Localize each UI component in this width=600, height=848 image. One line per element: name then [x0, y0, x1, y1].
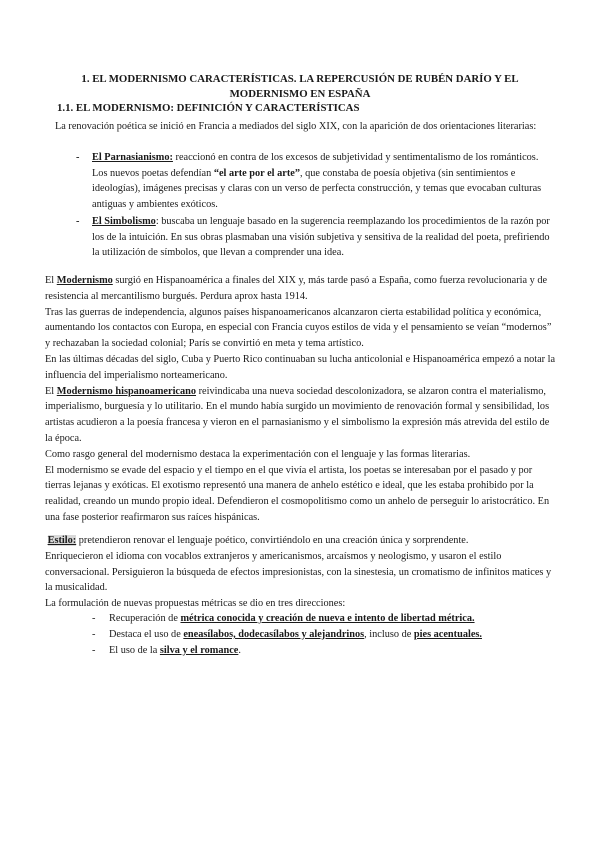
- list-item-silva: [92, 643, 552, 659]
- intro-paragraph: La renovación poética se inició en Francia a mediados del siglo XIX, con la aparición de dos orientaciones literarias:: [55, 121, 537, 132]
- section-title: [60, 72, 540, 102]
- section-title-line-2: MODERNISMO EN ESPAÑA: [229, 88, 371, 100]
- paragraph-independence: Tras las guerras de independencia, algunos países hispanoamericanos alcanzaron cierta estabilidad política y económica, aumentando los contactos con Europa, en especial con Francia cuyos estilos de vida y el pensamiento se veían “modernos” y rechazaban la sociedad colonial; París se convirtió en meta y tema artístico.: [45, 306, 552, 350]
- subsection-title: 1.1. EL MODERNISMO: DEFINICIÓN Y CARACTERÍSTICAS: [57, 102, 360, 114]
- simbolismo-text-a: : buscaba un lenguaje basado en la sugerencia reemplazando los procedimientos de la razón por los de la intuición. En sus obras plasmaban una visión subjetiva y sensitiva de la realidad del poeta, prefiriendo la utilización de símbolos, que llevan a comprender una idea.: [92, 216, 550, 258]
- dash-bullet: -: [76, 152, 80, 163]
- dash-bullet: -: [76, 216, 80, 227]
- p4-b: reivindicaba una nueva sociedad descolonizadora, se alzaron contra el materialismo, imperialismo, burguesía y lo utilitario. En el mundo había surgido un movimiento de renovación formal y sensibilidad, los artistas acudieron a la poesía francesa y vieron en el parnasianismo y el simbolismo la expresión más atrevida del estilo de la época.: [45, 385, 550, 444]
- dash-bullet: -: [92, 613, 96, 624]
- dash-bullet: -: [92, 644, 96, 656]
- metric-1-a: Destaca el uso de: [109, 628, 184, 640]
- term-metrica-conocida: métrica conocida y creación de nueva e intento de libertad métrica.: [180, 613, 475, 624]
- list-item-simbolismo: [76, 214, 556, 261]
- paragraph-enrichment: Enriquecieron el idioma con vocablos extranjeros y americanismos, arcaísmos y neologismo, y usaron el estilo conversacional. Persiguieron la búsqueda de efectos impresionistas, con la sinestesia, un cromatismo de infinitos matices y la musicalidad.: [45, 550, 552, 594]
- paragraph-hispanoamericano: [45, 384, 557, 447]
- term-parnasianismo: El Parnasianismo:: [92, 152, 173, 163]
- p4-a: El: [45, 385, 57, 397]
- section-title-line-1: 1. EL MODERNISMO CARACTERÍSTICAS. LA REPERCUSIÓN DE RUBÉN DARÍO Y EL: [81, 73, 519, 85]
- list-item-metrica: [92, 611, 552, 627]
- p1-a: El: [45, 275, 57, 286]
- parnasianismo-text-a: reaccionó en contra de los excesos de subjetividad y sentimentalismo de los románticos. Los nuevos poetas defendían: [92, 152, 539, 179]
- p1-b: surgió en Hispanoamérica a finales del XIX y, más tarde pasó a España, como fuerza revolucionaria y de resistencia al mercantilismo burgués. Perdura aprox hasta 1914.: [45, 275, 548, 302]
- term-estilo: Estilo:: [47, 535, 77, 546]
- paragraph-experimentation: Como rasgo general del modernismo destaca la experimentación con el lenguaje y las formas literarias.: [45, 448, 471, 460]
- paragraph-evasion: El modernismo se evade del espacio y el tiempo en el que vivía el artista, los poetas se interesaban por el pasado y por tierras lejanas y exóticas. El exotismo representó una manera de anhelo estético e ideal, que les estaba prohibido por la realidad, creando un mundo propio ideal. Defendieron el cosmopolitismo como un anhelo de perseguir lo aristocrático. En una fase posterior reafirmaron sus raíces hispánicas.: [45, 464, 550, 523]
- term-simbolismo: El Simbolismo: [92, 216, 156, 227]
- metric-0-a: Recuperación de: [109, 613, 181, 624]
- metric-2-a: El uso de la: [109, 644, 160, 656]
- emph-arte-por-arte: “el arte por el arte”: [213, 167, 300, 179]
- term-eneasilabos: eneasílabos, dodecasílabos y alejandrinos: [183, 628, 365, 640]
- term-modernismo-hispanoamericano: Modernismo hispanoamericano: [56, 385, 197, 397]
- paragraph-estilo: [45, 533, 557, 549]
- metrics-list: [92, 611, 552, 658]
- list-item-parnasianismo: [76, 150, 556, 212]
- metric-1-b: , incluso de: [364, 628, 414, 640]
- orientations-list: [76, 150, 556, 261]
- main-body: [45, 273, 557, 526]
- style-section: [45, 533, 557, 612]
- term-pies-acentuales: pies acentuales.: [413, 628, 482, 640]
- paragraph-modernismo-origin: [45, 273, 557, 305]
- term-modernismo: Modernismo: [56, 275, 113, 286]
- paragraph-metric-intro: La formulación de nuevas propuestas métricas se dio en tres direcciones:: [45, 598, 346, 610]
- parnasianismo-text-b: , que constaba de poesía objetiva (sin sentimientos e ideologías), imágenes precisas y claras con un verso de perfecta construcción, y temas que evocaban culturas antiguas y ambientes exóticos.: [92, 167, 542, 210]
- metric-2-b: .: [238, 644, 241, 656]
- term-silva-romance: silva y el romance: [159, 644, 239, 656]
- list-item-eneasilabos: [92, 627, 552, 643]
- paragraph-last-decades: En las últimas décadas del siglo, Cuba y Puerto Rico continuaban su lucha anticolonial e Hispanoamérica empezó a notar la influencia del imperialismo norteamericano.: [45, 353, 556, 381]
- estilo-text: pretendieron renovar el lenguaje poético, convirtiéndolo en una creación única y sorprendente.: [76, 535, 469, 546]
- dash-bullet: -: [92, 628, 96, 640]
